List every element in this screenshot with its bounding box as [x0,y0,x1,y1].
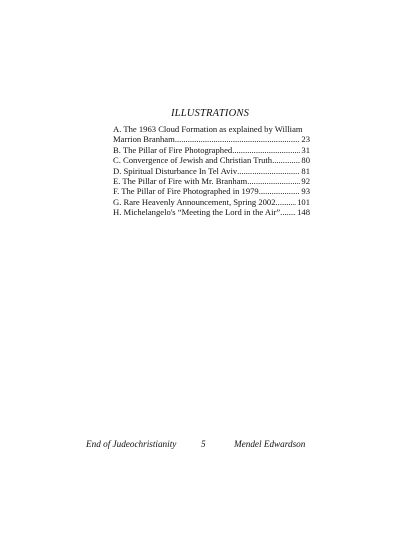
footer-author: Mendel Edwardson [234,439,306,449]
list-item [113,207,310,217]
list-item [113,176,310,186]
entry-title: E. The Pillar of Fire with Mr. Branham [113,176,248,187]
entry-page-number: 92 [301,176,310,187]
entry-page-number: 93 [301,186,310,197]
entry-page-number: 101 [297,196,310,207]
entry-title: G. Rare Heavenly Announcement, Spring 2002 [113,196,276,207]
dot-leader [247,176,300,186]
list-item [113,124,310,145]
entry-title: C. Convergence of Jewish and Christian Truth [113,155,273,166]
entry-title: Marrion Branham [113,134,175,145]
illustrations-list [113,124,310,218]
entry-page-number: 81 [301,165,310,176]
list-item [113,186,310,196]
illustrations-heading: ILLUSTRATIONS [170,108,250,119]
footer-page-number: 5 [201,439,206,449]
dot-leader [175,134,301,144]
entry-title: H. Michelangelo's “Meeting the Lord in the Air” [113,207,281,218]
dot-leader [232,145,300,155]
list-item [113,145,310,155]
entry-title-first-line: A. The 1963 Cloud Formation as explained by William [113,124,303,134]
dot-leader [280,207,296,217]
entry-title: F. The Pillar of Fire Photographed in 1979 [113,186,259,197]
dot-leader [276,197,297,207]
footer-book-title: End of Judeochristianity [86,439,177,449]
list-item [113,197,310,207]
entry-title: D. Spiritual Disturbance In Tel Aviv [113,165,238,176]
entry-page-number: 31 [301,144,310,155]
entry-title: B. The Pillar of Fire Photographed [113,144,233,155]
entry-page-number: 80 [301,155,310,166]
dot-leader [237,166,300,176]
list-item [113,166,310,176]
dot-leader [259,186,301,196]
entry-page-number: 148 [297,207,310,218]
entry-page-number: 23 [301,134,310,145]
dot-leader [272,155,300,165]
list-item [113,155,310,165]
